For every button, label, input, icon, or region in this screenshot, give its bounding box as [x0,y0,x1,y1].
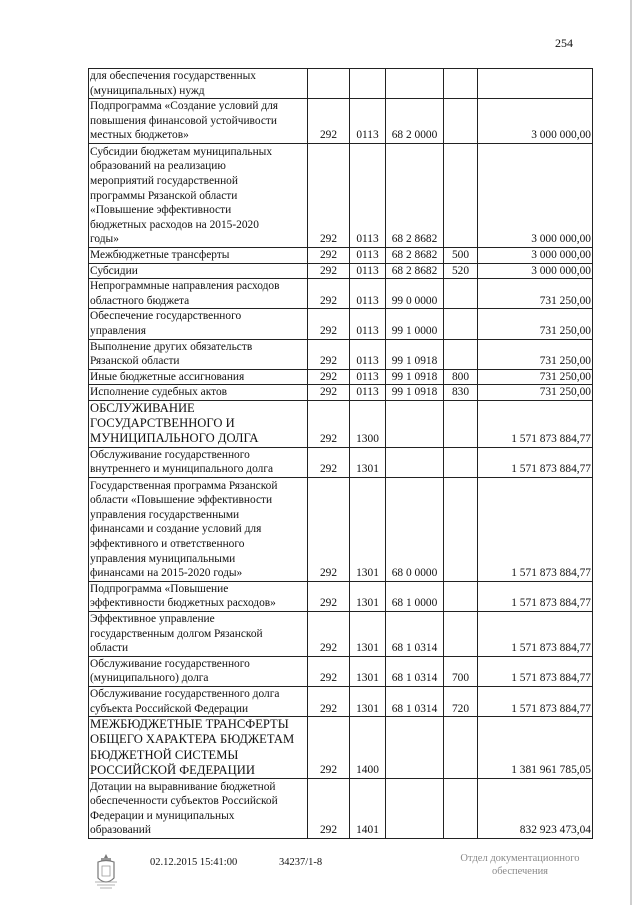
row-name: ОБСЛУЖИВАНИЕ ГОСУДАРСТВЕННОГО И МУНИЦИПАЛЬНОГО ДОЛГА [89,400,308,447]
expense-type: 700 [444,656,478,686]
amount: 3 000 000,00 [478,263,593,279]
ministry-code: 292 [308,656,350,686]
expense-type [444,143,478,247]
target-article: 68 1 0314 [386,611,444,656]
amount: 1 571 873 884,77 [478,581,593,611]
amount: 3 000 000,00 [478,143,593,247]
amount: 1 571 873 884,77 [478,400,593,447]
target-article: 99 1 0918 [386,339,444,369]
target-article [386,447,444,477]
row-name: Обеспечение государственного управления [89,309,308,339]
table-row [89,99,593,144]
row-name: Субсидии бюджетам муниципальных образований на реализацию мероприятий государственной программы Рязанской области «Повышение эффективности бюджетных расходов на 2015-2020 годы» [89,143,308,247]
ministry-code: 292 [308,400,350,447]
budget-table [88,68,593,839]
ministry-code: 292 [308,339,350,369]
row-name: Государственная программа Рязанской области «Повышение эффективности управления государственными финансами и создание условий для эффективного и ответственного управления муниципальными финансами на 2015-2020 годы» [89,477,308,581]
section-code [350,69,386,99]
amount: 731 250,00 [478,309,593,339]
ministry-code: 292 [308,369,350,385]
section-code: 1301 [350,656,386,686]
expense-type [444,447,478,477]
row-name: Эффективное управление государственным долгом Рязанской области [89,611,308,656]
row-name: Иные бюджетные ассигнования [89,369,308,385]
amount: 3 000 000,00 [478,247,593,263]
row-name: Выполнение других обязательств Рязанской области [89,339,308,369]
ministry-code: 292 [308,279,350,309]
target-article: 99 1 0918 [386,385,444,401]
row-name: Обслуживание государственного (муниципального) долга [89,656,308,686]
expense-type [444,717,478,779]
target-article [386,717,444,779]
target-article: 68 2 0000 [386,99,444,144]
expense-type [444,400,478,447]
amount: 3 000 000,00 [478,99,593,144]
row-name: Обслуживание государственного внутреннего и муниципального долга [89,447,308,477]
section-code: 1301 [350,477,386,581]
amount: 731 250,00 [478,385,593,401]
section-code: 0113 [350,369,386,385]
scan-edge [630,0,632,905]
target-article: 99 0 0000 [386,279,444,309]
table-row [89,143,593,247]
row-name: Обслуживание государственного долга субъекта Российской Федерации [89,687,308,717]
section-code: 0113 [350,385,386,401]
expense-type [444,279,478,309]
section-code: 1301 [350,687,386,717]
section-code: 0113 [350,263,386,279]
table-row [89,656,593,686]
table-row [89,717,593,779]
table-row [89,385,593,401]
ministry-code: 292 [308,611,350,656]
footer-datetime: 02.12.2015 15:41:00 [150,857,238,868]
row-name: Подпрограмма «Создание условий для повышения финансовой устойчивости местных бюджетов» [89,99,308,144]
expense-type [444,99,478,144]
expense-type [444,477,478,581]
amount: 1 571 873 884,77 [478,687,593,717]
expense-type: 800 [444,369,478,385]
target-article: 68 1 0314 [386,656,444,686]
ministry-code [308,69,350,99]
target-article: 68 2 8682 [386,247,444,263]
ministry-code: 292 [308,385,350,401]
ministry-code: 292 [308,447,350,477]
ministry-code: 292 [308,263,350,279]
section-code: 0113 [350,143,386,247]
table-row [89,369,593,385]
amount: 1 571 873 884,77 [478,477,593,581]
table-row [89,779,593,839]
ministry-code: 292 [308,309,350,339]
target-article: 68 0 0000 [386,477,444,581]
ministry-code: 292 [308,717,350,779]
row-name: Дотации на выравнивание бюджетной обеспеченности субъектов Российской Федерации и муниципальных образований [89,779,308,839]
amount: 1 571 873 884,77 [478,656,593,686]
table-row [89,339,593,369]
ministry-code: 292 [308,247,350,263]
ministry-code: 292 [308,143,350,247]
table-row [89,247,593,263]
target-article: 99 1 0000 [386,309,444,339]
table-row [89,581,593,611]
expense-type: 520 [444,263,478,279]
amount: 1 381 961 785,05 [478,717,593,779]
amount: 731 250,00 [478,279,593,309]
expense-type [444,69,478,99]
table-row [89,400,593,447]
section-code: 0113 [350,99,386,144]
amount: 1 571 873 884,77 [478,447,593,477]
target-article: 68 1 0314 [386,687,444,717]
section-code: 0113 [350,309,386,339]
row-name: Межбюджетные трансферты [89,247,308,263]
ministry-code: 292 [308,581,350,611]
amount: 731 250,00 [478,339,593,369]
row-name: Исполнение судебных актов [89,385,308,401]
target-article [386,69,444,99]
target-article: 68 2 8682 [386,263,444,279]
table-row [89,279,593,309]
ministry-code: 292 [308,687,350,717]
table-row [89,687,593,717]
table-row [89,477,593,581]
target-article [386,779,444,839]
expense-type: 500 [444,247,478,263]
amount: 832 923 473,04 [478,779,593,839]
row-name: МЕЖБЮДЖЕТНЫЕ ТРАНСФЕРТЫ ОБЩЕГО ХАРАКТЕРА БЮДЖЕТАМ БЮДЖЕТНОЙ СИСТЕМЫ РОССИЙСКОЙ ФЕДЕРАЦИИ [89,717,308,779]
expense-type [444,581,478,611]
section-code: 0113 [350,339,386,369]
ministry-code: 292 [308,779,350,839]
section-code: 1300 [350,400,386,447]
table-row [89,611,593,656]
expense-type [444,611,478,656]
section-code: 1301 [350,581,386,611]
page-number: 254 [555,36,573,50]
expense-type: 720 [444,687,478,717]
section-code: 1400 [350,717,386,779]
amount [478,69,593,99]
table-row [89,447,593,477]
table-row [89,309,593,339]
ministry-code: 292 [308,477,350,581]
table-row [89,263,593,279]
expense-type [444,339,478,369]
target-article: 68 1 0000 [386,581,444,611]
section-code: 0113 [350,279,386,309]
expense-type [444,779,478,839]
target-article [386,400,444,447]
footer-doc-number: 34237/1-8 [279,857,323,868]
target-article: 99 1 0918 [386,369,444,385]
section-code: 0113 [350,247,386,263]
row-name: Непрограммные направления расходов областного бюджета [89,279,308,309]
department-stamp: Отдел документационного обеспечения [460,853,580,877]
coat-of-arms-icon [92,852,120,892]
section-code: 1301 [350,611,386,656]
expense-type: 830 [444,385,478,401]
row-name: Субсидии [89,263,308,279]
row-name: для обеспечения государственных (муниципальных) нужд [89,69,308,99]
amount: 731 250,00 [478,369,593,385]
section-code: 1301 [350,447,386,477]
expense-type [444,309,478,339]
ministry-code: 292 [308,99,350,144]
page-footer [0,852,640,902]
row-name: Подпрограмма «Повышение эффективности бюджетных расходов» [89,581,308,611]
table-row [89,69,593,99]
section-code: 1401 [350,779,386,839]
target-article: 68 2 8682 [386,143,444,247]
amount: 1 571 873 884,77 [478,611,593,656]
